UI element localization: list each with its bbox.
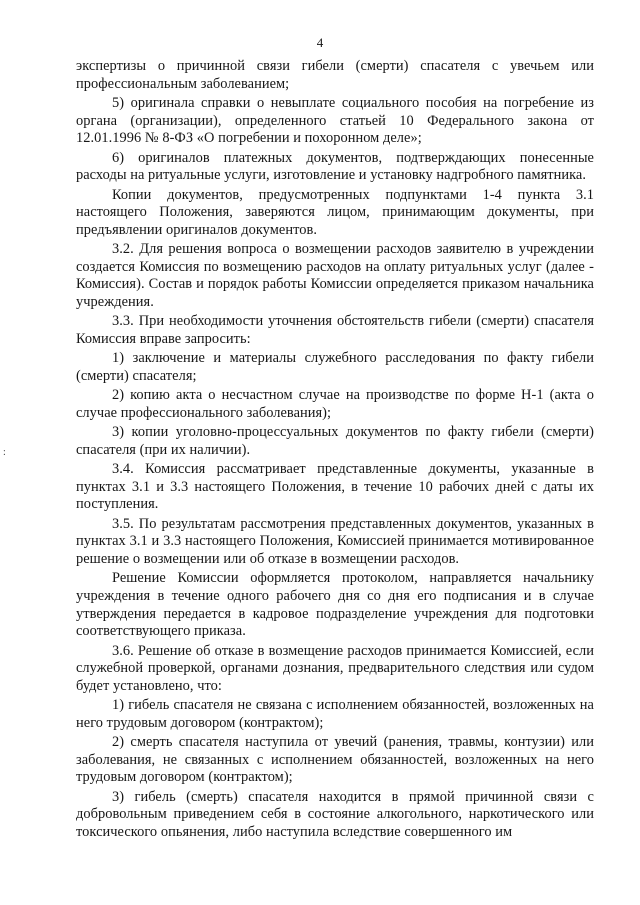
paragraph-3-3-item-3: 3) копии уголовно-процессуальных документов по факту гибели (смерти) спасателя (при их наличии).: [76, 424, 594, 458]
paragraph-item-6: 6) оригиналов платежных документов, подтверждающих понесенные расходы на ритуальные услуги, изготовление и установку надгробного памятника.: [76, 149, 594, 184]
paragraph-continuation: экспертизы о причинной связи гибели (смерти) спасателя с увечьем или профессиональным заболеванием;: [76, 58, 594, 92]
paragraph-3-6-item-3: 3) гибель (смерть) спасателя находится в прямой причинной связи с добровольным приведением себя в состояние алкогольного, наркотического или токсического опьянения, либо наступила вследствие совершенного им: [76, 788, 594, 840]
document-body: [76, 58, 594, 843]
margin-mark: :: [3, 447, 6, 458]
paragraph-3-6-item-2: 2) смерть спасателя наступила от увечий (ранения, травмы, контузии) или заболевания, не связанных с исполнением обязанностей, возложенных на него трудовым договором (контрактом);: [76, 734, 594, 786]
paragraph-3-2: 3.2. Для решения вопроса о возмещении расходов заявителю в учреждении создается Комиссия по возмещению расходов на оплату ритуальных услуг (далее - Комиссия). Состав и порядок работы Комиссии определяется приказом начальника учреждения.: [76, 241, 594, 310]
paragraph-copies: Копии документов, предусмотренных подпунктами 1-4 пункта 3.1 настоящего Положения, заверяются лицом, принимающим документы, при предъявлении оригиналов документов.: [76, 186, 594, 238]
paragraph-3-4: 3.4. Комиссия рассматривает представленные документы, указанные в пунктах 3.1 и 3.3 настоящего Положения, в течение 10 рабочих дней с даты их поступления.: [76, 461, 594, 513]
page-number: 4: [316, 35, 324, 50]
paragraph-3-6-item-1: 1) гибель спасателя не связана с исполнением обязанностей, возложенных на него трудовым договором (контрактом);: [76, 697, 594, 731]
paragraph-item-5: 5) оригинала справки о невыплате социального пособия на погребение из органа (организации), определенного статьей 10 Федерального закона от 12.01.1996 № 8-ФЗ «О погребении и похоронном деле»;: [76, 94, 594, 147]
paragraph-3-3-item-1: 1) заключение и материалы служебного расследования по факту гибели (смерти) спасателя;: [76, 350, 594, 384]
paragraph-decision: Решение Комиссии оформляется протоколом, направляется начальнику учреждения в течение одного рабочего дня со дня его подписания и в случае утверждения передается в кадровое подразделение учреждения для подготовки соответствующего приказа.: [76, 570, 594, 640]
paragraph-3-6: 3.6. Решение об отказе в возмещение расходов принимается Комиссией, если служебной проверкой, органами дознания, предварительного следствия или судом будет установлено, что:: [76, 642, 594, 694]
paragraph-3-5: 3.5. По результатам рассмотрения представленных документов, указанных в пунктах 3.1 и 3.3 настоящего Положения, Комиссией принимается мотивированное решение о возмещении или об отказе в возмещении расходов.: [76, 515, 594, 567]
paragraph-3-3-item-2: 2) копию акта о несчастном случае на производстве по форме Н-1 (акта о случае профессионального заболевания);: [76, 387, 594, 421]
paragraph-3-3: 3.3. При необходимости уточнения обстоятельств гибели (смерти) спасателя Комиссия вправе запросить:: [76, 313, 594, 347]
